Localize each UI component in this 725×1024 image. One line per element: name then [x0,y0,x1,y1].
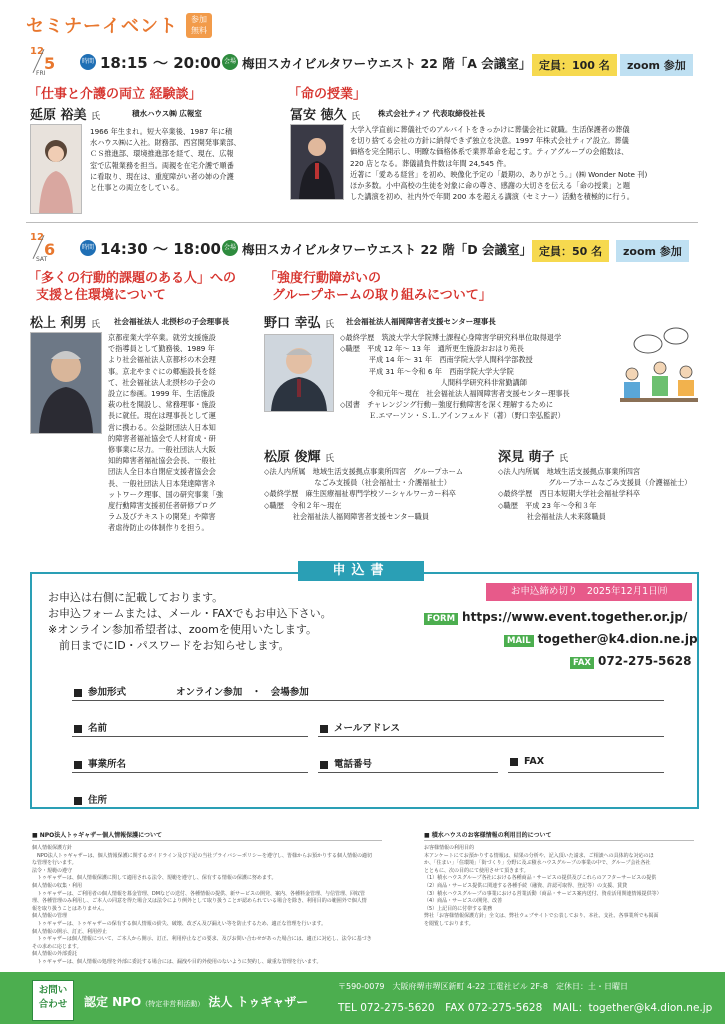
bio-line: と仕事との両立をしている。 [90,183,184,193]
intro-line: 前日までにID・パスワードをお知らせします。 [48,639,290,652]
s1-bio [90,126,276,193]
event1-capacity: 定員：100 名 [532,54,617,76]
bio-line: ◇法人内所属 地域生活支援拠点事業所四宮 グループホーム [264,467,464,476]
org-address: 〒590-0079 大阪府堺市堺区新町 4-22 工電社ビル 2F-8 定休日：土・日曜日 [338,982,628,991]
bio-line: 者虐待防止の体制作りを担う。 [108,523,209,533]
privacy-line: か、「住まい」「住環境」「街づくり」分野に及ぶ積水ハウスグループの事業の中で、グループ会社各社 [424,860,651,867]
bio-line: ◇最終学歴 西日本短期大学社会福祉学科卒 [498,489,641,499]
s2-affiliation: 株式会社ティア 代表取締役社長 [378,109,486,118]
form-tab: 申込書 [298,561,424,581]
bio-line: ◇法人内所属 地域生活支援拠点事業所四宮 [498,467,641,476]
form-url-row[interactable]: FORM https://www.event.together.or.jp/ [424,610,687,624]
s6-bio [498,466,698,522]
field-phone[interactable]: 電話番号 [320,756,372,770]
privacy-right-title: ■ 積水ハウスのお客様情報の利用目的について [424,832,552,839]
bio-line: 修事業に尽力。一般社団法人大阪 [108,445,216,455]
privacy-right-text [424,845,700,929]
field-email[interactable]: メールアドレス [320,720,400,734]
privacy-line: （3）積水ハウスグループの事業における営業活動（商品・サービス案内送付、資産活用関連情報提供等） [424,890,662,897]
bio-line: 京都産業大学卒業。就労支援施設 [108,333,216,342]
privacy-line: 報を取り扱うことはありません。 [32,905,108,912]
page-title: セミナーイベント [26,16,178,37]
privacy-line: を閲覧しております。 [424,920,474,927]
bio-line: ットワーク理事、国の研究事業「強 [108,489,224,499]
privacy-line: 法令・規範の遵守 [32,867,73,874]
field-office[interactable]: 事業所名 [74,756,126,770]
s3-name: 松上 利男 氏 [30,316,101,331]
bio-line: ◇職歴 令和２年～現在 [264,500,342,510]
event1-venue: 梅田スカイビルタワーウエスト 22 階「A 会議室」 [242,56,532,71]
event2-capacity: 定員：50 名 [532,240,609,262]
field-type-options[interactable]: オンライン参加 ・ 会場参加 [176,687,309,698]
s3-affiliation: 社会福祉法人 北摂杉の子会理事長 [114,317,230,326]
privacy-line: （5）上記目的に付帯する業務 [424,905,493,912]
bio-line: 水ハウス㈱に入社。財務部、西宮開発事業部、 [90,138,241,148]
bio-line: 度行動障害支援初任者研修プログ [108,501,216,511]
privacy-line: その求めに応じます。 [32,943,82,950]
s6-name: 深見 萌子 氏 [498,450,569,465]
privacy-line: 理、各種管理のみ利用し、ご本人の同意を得た場合又は法令により例外として取り扱うことが認められている場合を除き、利用目的の範囲外で個人情 [32,898,367,905]
bio-line: ◇最終学歴 筑波大学大学院博士課程心身障害学研究科単位取得退学 [340,333,562,342]
bio-line: 設立に参画。1999 年、生活施設 [108,389,215,399]
bio-line: て、社会福祉法人北摂杉の子会の [108,377,216,387]
privacy-line: トゥギャザーは、個人情報の処理を外部に委託する場合には、漏洩や目的外使用のないように契約し、厳重な管理を行います。 [32,958,322,965]
privacy-line: トゥギャザーは、ご利用者の個人情報を募金管理、DMなどの送付、各種情報の提供、新サービスの開発、案内、各種料金管理、与信管理、回収管 [32,890,366,897]
s1-name: 延原 裕美 氏 [30,108,101,123]
bio-line: 萩の杜を開設し、常務理事・施設 [108,400,216,410]
s5-bio [264,466,494,522]
privacy-line: （2）商品・サービス提供に関連する各種手続（融資、許認可取得、登記等）の支援、賃貸 [424,882,628,889]
event2-venue: 梅田スカイビルタワーウエスト 22 階「D 会議室」 [242,242,532,257]
bio-line: を切り捨てる会社の方針に納得できず独立を決意。1997 年株式会社ティア設立。葬儀 [350,136,629,146]
bio-line: 営に携わる。公益財団法人日本知 [108,422,216,432]
privacy-line: 個人情報の管理 [32,913,68,920]
bio-line: より社会福祉法人京都杉の木会理 [108,355,216,365]
fax-row: FAX 072-275-5628 [570,654,691,668]
s4-bio [340,332,632,422]
bio-line: 長、一般社団法人日本発達障害ネ [108,478,216,488]
privacy-line: トゥギャザーは、トゥギャザーの保有する個人情報の紛失、破壊、改ざん及び漏えい等を防止するため、適正な管理を行います。 [32,920,327,927]
privacy-line: 個人情報の収集・利用 [32,882,83,889]
bio-line: グループホームなごみ支援員（介護福祉士） [498,478,692,488]
section-divider [26,222,698,223]
form-intro [48,590,332,654]
s3-title: 「多くの行動的課題のある人」への 支援と住環境について [28,271,237,303]
privacy-line: （4）商品・サービスの開発、改善 [424,898,503,905]
field-fax[interactable]: FAX [510,756,544,767]
bio-line: 事。京北やまぐにの郷施設長を経 [108,366,216,376]
intro-line: お申込は右側に記載しております。 [48,591,224,604]
privacy-left-title: ■ NPO法人トゥギャザー個人情報保護について [32,832,163,839]
privacy-line: トゥギャザーは、個人情報保護に関して適用される法令、規範を遵守し、保有する情報の保護に努めます。 [32,875,277,882]
deadline-banner: お申込締め切り 2025年12月1日㈪ [486,583,692,601]
privacy-line: 本アンケートにてお預かりする情報は、結果の分析や、記入頂いた請求、ご相談への具体的な対応のほ [424,852,654,859]
event1-zoom: zoom 参加 [620,54,693,76]
event2-zoom: zoom 参加 [616,240,689,262]
org-name: 認定 NPO（特定非営利活動） 法人 トゥギャザー [84,995,309,1009]
free-badge: 参加 無料 [186,13,212,38]
bio-line: ◇図書 チャレンジング行動－強度行動障害を深く理解するために [340,400,554,410]
s2-title: 「命の授業」 [288,87,367,102]
bio-line: 室で広報業務を担当。両親を在宅介護で順番 [90,160,234,170]
s2-photo [290,124,344,200]
time-chip: 時間 [80,240,96,256]
inquiry-label: お問い 合わせ [32,980,74,1021]
s3-photo [30,332,102,434]
bio-line: 人間科学研究科非常勤講師 [340,377,527,387]
bio-line: 知的障害者福祉協会会長、一般社 [108,456,216,466]
s2-name: 冨安 徳久 氏 [290,108,361,123]
bio-line: した講演を初め、社内外で年間 200 本を超える講演（セミナー）活動を積極的に行う。 [350,192,634,202]
bio-line: ◇最終学歴 麻生医療福祉専門学校ソーシャルワーカー科卒 [264,489,456,499]
bio-line: Ｅ.エマーソン・Ｓ.Ｌ.アインフェルド（著）（野口幸弘監訳） [340,411,565,421]
bio-line: 的障害者福祉協会で人材育成・研 [108,433,216,443]
privacy-line: 個人情報の開示、訂正、利用停止 [32,928,108,935]
field-name[interactable]: 名前 [74,720,107,734]
privacy-line: 個人情報保護方針 [32,845,73,851]
s3-bio [108,332,258,534]
bio-line: 社会福祉法人福岡障害者支援センター職員 [264,511,430,521]
privacy-line: お客様情報の利用目的 [424,845,475,851]
discussion-illustration-icon [618,322,700,406]
event1-time: 18:15 ～ 20:00 [100,54,221,72]
event2-time: 14:30 ～ 18:00 [100,240,221,258]
bio-line: 団法人全日本自閉症支援者協会会 [108,467,216,477]
intro-line: お申込フォームまたは、メール・FAXでもお申込下さい。 [48,607,332,620]
s2-bio [350,124,700,202]
intro-line: ※オンライン参加希望者は、zoomを使用いたします。 [48,623,317,636]
privacy-line: 個人情報の外部委託 [32,951,78,958]
privacy-line: 弊社「お客様情報保護方針」全文は、弊社ウェブサイトで公表しており、本社、支社、各事業所でも掲面 [424,913,659,920]
bio-line: 1966 年生まれ。短大卒業後、1987 年に積 [90,127,233,136]
bio-line: で指導員として勤務後、1989 年 [108,344,215,354]
s1-affiliation: 積水ハウス㈱ 広報室 [132,109,202,118]
privacy-line: とともに、次の目的にて使用させて頂きます。 [424,867,529,874]
privacy-line: NPO法人トゥギャザーは、個人情報保護に関するガイドライン及び下記の当社プライバシーポリシーを遵守し、皆様からお預かりする個人情報の適切 [32,852,373,859]
org-contacts: TEL 072-275-5620 FAX 072-275-5628 MAIL：together@k4.dion.ne.jp [338,1002,713,1014]
bio-line: 平成 14 年～ 31 年 西南学院大学人間科学部教授 [340,355,533,365]
s1-photo [30,124,82,214]
event1-date: 12 5 FRI [30,46,56,77]
bio-line: ◇職歴 平成 12 年～ 13 年 通所更生施設おおはり苑長 [340,344,524,354]
bio-line: 令和元年～現在 社会福祉法人福岡障害者支援センター理事長 [340,389,570,399]
event2-date: 12 6 SAT [30,232,56,263]
bio-line: 220 店となる。葬儀請負件数は年間 24,545 件。 [350,158,511,168]
s4-title: 「強度行動障がいの グループホームの取り組みについて」 [264,271,492,303]
bio-line: ＣＳ推進部、環境推進部を経て、現在、広報 [90,149,234,159]
privacy-line: （1）積水ハウスグループ各社における各種商品・サービスの提供及びこれらのアフターサービスの提供 [424,875,657,882]
privacy-line: な管理を行います。 [32,860,77,867]
field-address[interactable]: 住所 [74,792,107,806]
s4-photo [264,334,334,412]
bio-line: 大学入学直前に葬儀社でのアルバイトをきっかけに葬儀会社に就職。生活保護者の葬儀 [350,125,630,134]
field-type[interactable]: 参加形式 [74,684,126,698]
s4-affiliation: 社会福祉法人福岡障害者支援センター理事長 [346,317,496,326]
bio-line: 平成 31 年～令和 6 年 西南学院大学大学院 [340,366,514,376]
bio-line: ラム及びテキストの開発」や障害 [108,512,216,522]
privacy-line: トゥギャザーは個人情報について、ご本人から開示、訂正、利用停止などの要求、及びお問い合わせがあった場合には、適正に対応し、法令に基づき [32,936,372,943]
privacy-left-text [32,845,388,967]
bio-line: 近著に「愛ある経営」を初め、映像化予定の「最期の、ありがとう。」(㈱ Wonder Note 刊) [350,169,648,179]
bio-line: 価格を完全開示し、明瞭な価格体系で業界革命を起こす。ティアグループの会館数は、 [350,147,629,157]
bio-line: に看取り、現在は、重度障がい者の姉の介護 [90,171,234,181]
bio-line: 社会福祉法人未来隊職員 [498,511,606,521]
s5-name: 松原 俊輝 氏 [264,450,335,465]
bio-line: なごみ支援員（社会福祉士・介護福祉士） [264,478,451,488]
s4-name: 野口 幸弘 氏 [264,316,335,331]
bio-line: ほか多数。小中高校の生徒を対象に命の尊さ、感謝の大切さを伝える「命の授業」と題 [350,181,631,191]
bio-line: ◇職歴 平成 23 年～令和３年 [498,500,597,510]
time-chip: 時間 [80,54,96,70]
mail-row[interactable]: MAIL together@k4.dion.ne.jp [504,632,698,646]
bio-line: 長に就任。現在は理事長として運 [108,411,216,421]
venue-chip: 会場 [222,240,238,256]
venue-chip: 会場 [222,54,238,70]
s1-title: 「仕事と介護の両立 経験談」 [28,87,202,102]
